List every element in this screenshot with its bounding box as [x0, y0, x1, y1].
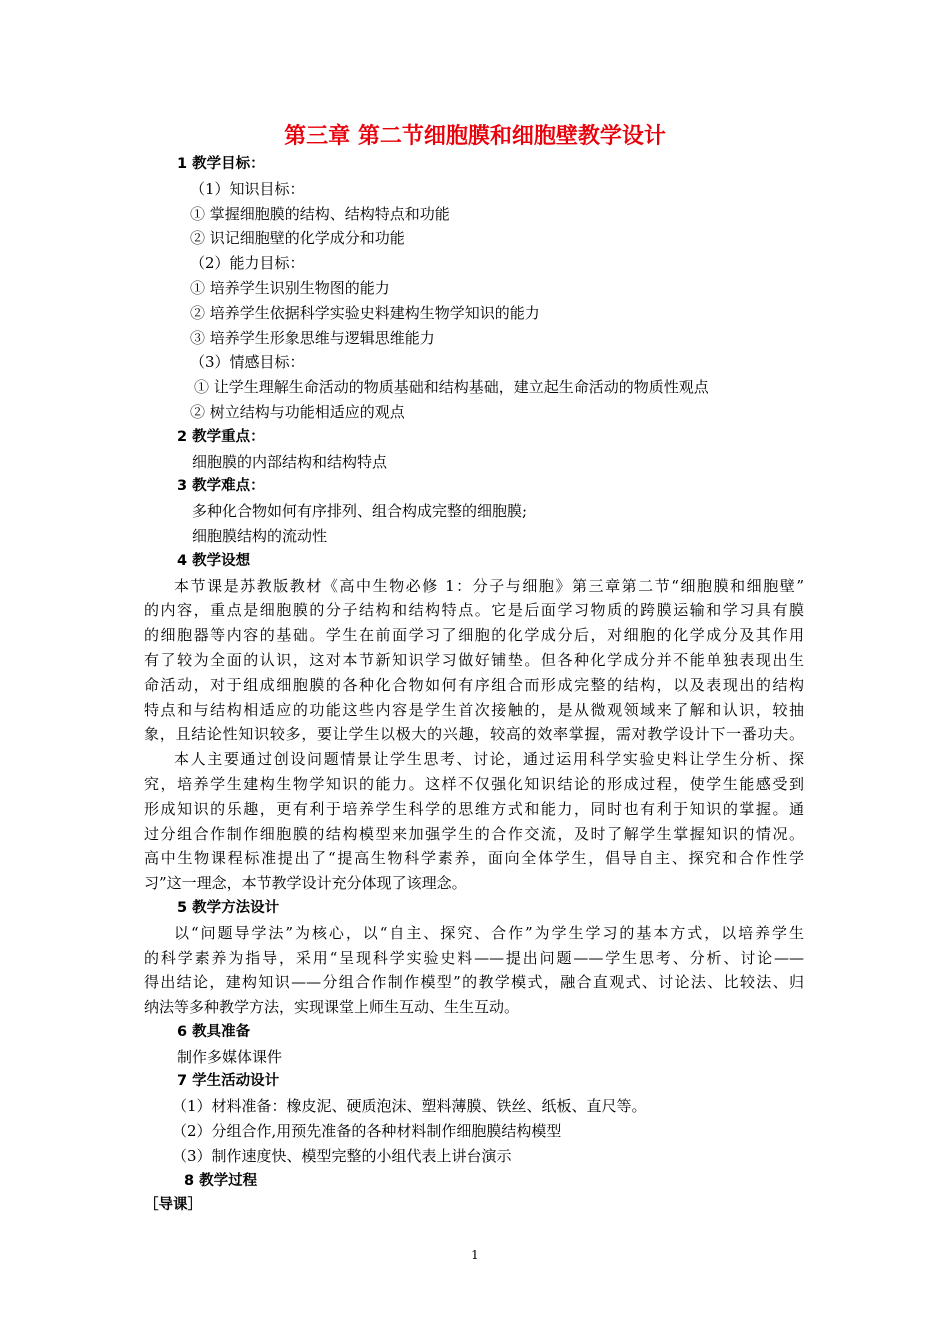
difficulty-item: 多种化合物如何有序排列、组合构成完整的细胞膜;: [192, 502, 528, 521]
ability-item: ① 培养学生识别生物图的能力: [190, 278, 390, 297]
activity-item: （3）制作速度快、模型完整的小组代表上讲台演示: [172, 1146, 512, 1165]
ability-item: ② 培养学生依据科学实验史料建构生物学知识的能力: [190, 303, 540, 322]
paragraph-line: 本节课是苏教版教材《高中生物必修 1：分子与细胞》第三章第二节“细胞膜和细胞壁”: [174, 576, 804, 595]
emotion-label: （3）情感目标：: [190, 353, 305, 372]
materials-text: 制作多媒体课件: [177, 1047, 283, 1066]
paragraph-line: 的细胞器等内容的基础。学生在前面学习了细胞的化学成分后，对细胞的化学成分及其作用: [144, 626, 804, 645]
document-body: [144, 152, 804, 1218]
section-heading-activities: 7 学生活动设计: [177, 1073, 280, 1090]
page-number: 1: [471, 1248, 479, 1262]
section-heading-concept: 4 教学设想: [177, 552, 251, 569]
paragraph-line: 本人主要通过创设问题情景让学生思考、讨论，通过运用科学实验史料让学生分析、探: [174, 750, 804, 769]
key-point-text: 细胞膜的内部结构和结构特点: [192, 452, 388, 471]
paragraph-line: 习”这一理念，本节教学设计充分体现了该理念。: [144, 874, 467, 893]
paragraph-line: 的科学素养为指导，采用“呈现科学实验史料——提出问题——学生思考、分析、讨论——: [144, 948, 804, 967]
paragraph-line: 究，培养学生建构生物学知识的能力。这样不仅强化知识结论的形成过程，使学生能感受到: [144, 774, 804, 793]
section-heading-process: 8 教学过程: [184, 1172, 258, 1189]
activity-item: （1）材料准备：橡皮泥、硬质泡沫、塑料薄膜、铁丝、纸板、直尺等。: [172, 1097, 647, 1116]
emotion-item: ① 让学生理解生命活动的物质基础和结构基础，建立起生命活动的物质性观点: [194, 378, 709, 397]
knowledge-item: ① 掌握细胞膜的结构、结构特点和功能: [190, 204, 450, 223]
concept-paragraph-2: [144, 747, 804, 896]
section-heading-difficulties: 3 教学难点：: [177, 478, 265, 495]
subsection-intro: ［导课］: [144, 1197, 202, 1214]
paragraph-line: 高中生物课程标准提出了“提高生物科学素养，面向全体学生，倡导自主、探究和合作性学: [144, 849, 804, 868]
paragraph-line: 的内容，重点是细胞膜的分子结构和结构特点。它是后面学习物质的跨膜运输和学习具有膜: [144, 601, 804, 620]
concept-paragraph-1: [144, 574, 804, 748]
knowledge-item: ② 识记细胞壁的化学成分和功能: [190, 229, 405, 248]
methods-paragraph: [144, 921, 804, 1020]
section-heading-objectives: 1 教学目标：: [177, 156, 265, 172]
paragraph-line: 得出结论，建构知识——分组合作制作模型”的教学模式，融合直观式、讨论法、比较法、归: [144, 973, 804, 992]
paragraph-line: 形成知识的乐趣，更有利于培养学生科学的思维方式和能力，同时也有利于知识的掌握。通: [144, 799, 804, 818]
paragraph-line: 过分组合作制作细胞膜的结构模型来加强学生的合作交流，及时了解学生掌握知识的情况。: [144, 824, 804, 843]
paragraph-line: 特点和与结构相适应的功能这些内容是学生首次接触的，是从微观领域来了解和认识，较抽: [144, 700, 804, 719]
section-heading-methods: 5 教学方法设计: [177, 899, 280, 916]
emotion-item: ② 树立结构与功能相适应的观点: [190, 402, 405, 421]
section-heading-materials: 6 教具准备: [177, 1023, 251, 1040]
paragraph-line: 纳法等多种教学方法，实现课堂上师生互动、生生互动。: [144, 998, 520, 1017]
paragraph-line: 命活动，对于组成细胞膜的各种化合物如何有序组合而形成完整的结构，以及表现出的结构: [144, 675, 804, 694]
difficulty-item: 细胞膜结构的流动性: [192, 526, 328, 545]
ability-item: ③ 培养学生形象思维与逻辑思维能力: [190, 328, 435, 347]
paragraph-line: 有了较为全面的认识，这对本节新知识学习做好铺垫。但各种化学成分并不能单独表现出生: [144, 650, 804, 669]
paragraph-line: 以“问题导学法”为核心，以“自主、探究、合作”为学生学习的基本方式，以培养学生: [174, 923, 804, 942]
ability-label: （2）能力目标：: [190, 254, 305, 273]
knowledge-label: （1）知识目标：: [190, 179, 305, 198]
paragraph-line: 象，且结论性知识较多，要让学生以极大的兴趣，较高的效率掌握，需对教学设计下一番功夫。: [144, 725, 804, 744]
activity-item: （2）分组合作,用预先准备的各种材料制作细胞膜结构模型: [172, 1122, 562, 1141]
page-title: 第三章 第二节细胞膜和细胞壁教学设计: [284, 124, 666, 149]
section-heading-key-points: 2 教学重点：: [177, 428, 265, 445]
